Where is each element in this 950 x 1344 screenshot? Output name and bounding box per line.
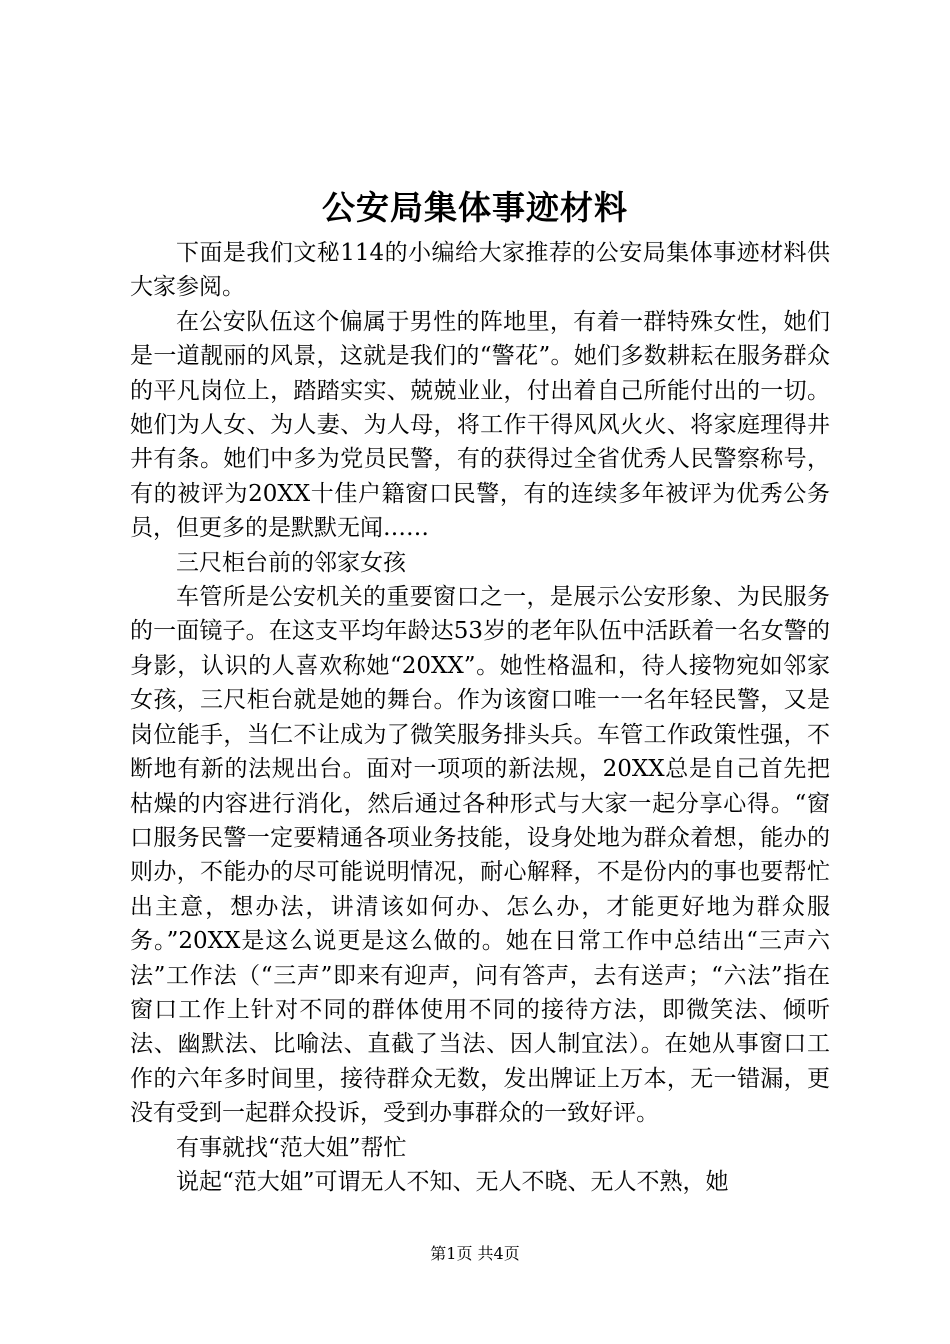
section-paragraph: 车管所是公安机关的重要窗口之一，是展示公安形象、为民服务的一面镜子。在这支平均年龄达53岁的老年队伍中活跃着一名女警的身影，认识的人喜欢称她“20XX”。她性格温和，待人接物宛如邻家女孩，三尺柜台就是她的舞台。作为该窗口唯一一名年轻民警，又是岗位能手，当仁不让成为了微笑服务排头兵。车管工作政策性强，不断地有新的法规出台。面对一项项的新法规，20XX总是自己首先把枯燥的内容进行消化，然后通过各种形式与大家一起分享心得。“窗口服务民警一定要精通各项业务技能，设身处地为群众着想，能办的则办，不能办的尽可能说明情况，耐心解释，不是份内的事也要帮忙出主意，想办法，讲清该如何办、怎么办，才能更好地为群众服务。”20XX是这么说更是这么做的。她在日常工作中总结出“三声六法”工作法（“三声”即来有迎声，问有答声，去有送声；“六法”指在窗口工作上针对不同的群体使用不同的接待方法，即微笑法、倾听法、幽默法、比喻法、直截了当法、因人制宜法）。在她从事窗口工作的六年多时间里，接待群众无数，发出牌证上万本，无一错漏，更没有受到一起群众投诉，受到办事群众的一致好评。: [130, 584, 830, 1127]
overview-paragraph: 在公安队伍这个偏属于男性的阵地里，有着一群特殊女性，她们是一道靓丽的风景，这就是我们的“警花”。她们多数耕耘在服务群众的平凡岗位上，踏踏实实、兢兢业业，付出着自己所能付出的一切。她们为人女、为人妻、为人母，将工作干得风风火火、将家庭理得井井有条。她们中多为党员民警，有的获得过全省优秀人民警察称号，有的被评为20XX十佳户籍窗口民警，有的连续多年被评为优秀公务员，但更多的是默默无闻……: [130, 308, 830, 542]
page-footer: 第1页 共4页: [430, 1244, 520, 1263]
section-heading: 有事就找“范大姐”帮忙: [176, 1134, 407, 1161]
intro-paragraph: 下面是我们文秘114的小编给大家推荐的公安局集体事迹材料供大家参阅。: [130, 240, 830, 301]
document-body: [130, 236, 830, 1199]
document-title: 公安局集体事迹材料: [322, 188, 628, 227]
section-paragraph: 说起“范大姐”可谓无人不知、无人不晓、无人不熟，她: [176, 1168, 729, 1195]
section-heading: 三尺柜台前的邻家女孩: [176, 549, 406, 576]
